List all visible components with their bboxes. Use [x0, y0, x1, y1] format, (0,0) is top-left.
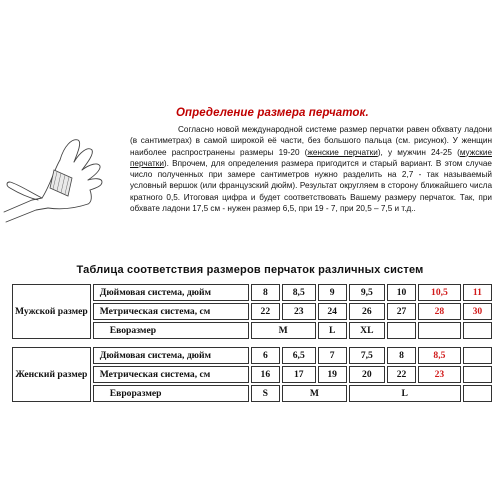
women-metric-cell: 19 — [318, 366, 347, 383]
women-inch-label: Дюймовая система, дюйм — [93, 347, 249, 364]
men-metric-cell: 24 — [318, 303, 347, 320]
women-inch-cell: 6,5 — [282, 347, 316, 364]
mens-gloves-link[interactable]: мужские перчатки — [130, 147, 492, 168]
women-euro-cell: M — [282, 385, 347, 402]
women-inch-cell: 6 — [251, 347, 280, 364]
men-group-label: Мужской размер — [12, 284, 91, 339]
women-metric-cell: 17 — [282, 366, 316, 383]
women-metric-label: Метрическая система, см — [93, 366, 249, 383]
men-euro-cell — [463, 322, 492, 339]
womens-gloves-link[interactable]: женские перчатки — [307, 147, 378, 157]
paragraph-text-3: ). Впрочем, для определения размера пригодится и старый вариант. В этом случае число полученных при замере сантиметров нужно разделить на 2,7 - так называемый условный вершок (или французский дюйм). Результат округляем в сторону ближайшего числа кратного 0,5. Итоговая цифра и будет соответствовать Вашему размеру перчаток. Так, при обхвате ладони 17,5 см - нужен размер 6,5, при 19 - 7, при 20,5 – 7,5 и т.д.. — [130, 158, 492, 214]
men-inch-cell: 8 — [251, 284, 280, 301]
men-metric-cell: 22 — [251, 303, 280, 320]
women-inch-cell: 8,5 — [418, 347, 461, 364]
women-inch-cell: 7 — [318, 347, 347, 364]
women-group-label: Женский размер — [12, 347, 91, 402]
table-title: Таблица соответствия размеров перчаток различных систем — [76, 264, 424, 276]
women-metric-cell — [463, 366, 492, 383]
men-inch-cell: 10,5 — [418, 284, 461, 301]
men-inch-cell: 10 — [387, 284, 416, 301]
men-inch-cell: 8,5 — [282, 284, 316, 301]
men-inch-row — [12, 284, 492, 301]
men-inch-cell: 9 — [318, 284, 347, 301]
men-inch-cell: 9,5 — [349, 284, 385, 301]
women-inch-cell — [463, 347, 492, 364]
men-metric-cell: 28 — [418, 303, 461, 320]
men-inch-cell: 11 — [463, 284, 492, 301]
hand-measurement-illustration — [2, 126, 112, 226]
men-euro-cell: M — [251, 322, 316, 339]
men-metric-cell: 26 — [349, 303, 385, 320]
women-metric-cell: 16 — [251, 366, 280, 383]
women-euro-cell: L — [349, 385, 461, 402]
men-euro-cell — [418, 322, 461, 339]
women-inch-cell: 8 — [387, 347, 416, 364]
size-conversion-table — [10, 282, 494, 404]
women-euro-cell — [463, 385, 492, 402]
men-euro-label: Еворазмер — [93, 322, 249, 339]
men-metric-cell: 30 — [463, 303, 492, 320]
women-inch-row — [12, 347, 492, 364]
men-euro-cell — [387, 322, 416, 339]
women-euro-cell: S — [251, 385, 280, 402]
men-metric-cell: 27 — [387, 303, 416, 320]
size-explanation-paragraph — [130, 124, 492, 214]
men-metric-label: Метрическая система, см — [93, 303, 249, 320]
women-metric-cell: 23 — [418, 366, 461, 383]
paragraph-text-2: ), у мужчин 24-25 ( — [377, 147, 460, 157]
women-inch-cell: 7,5 — [349, 347, 385, 364]
women-euro-label: Евроразмер — [93, 385, 249, 402]
page-heading: Определение размера перчаток. — [176, 107, 369, 119]
women-metric-cell: 22 — [387, 366, 416, 383]
men-euro-cell: L — [318, 322, 347, 339]
paragraph-text-1: Согласно новой международной системе размер перчатки равен обхвату ладони (в сантиметрах) в самой широкой её части, без большого пальца (см. рисунок). У женщин наиболее распространены размеры 19-20 ( — [130, 125, 492, 157]
women-metric-cell: 20 — [349, 366, 385, 383]
men-metric-cell: 23 — [282, 303, 316, 320]
men-inch-label: Дюймовая система, дюйм — [93, 284, 249, 301]
men-euro-cell: XL — [349, 322, 385, 339]
